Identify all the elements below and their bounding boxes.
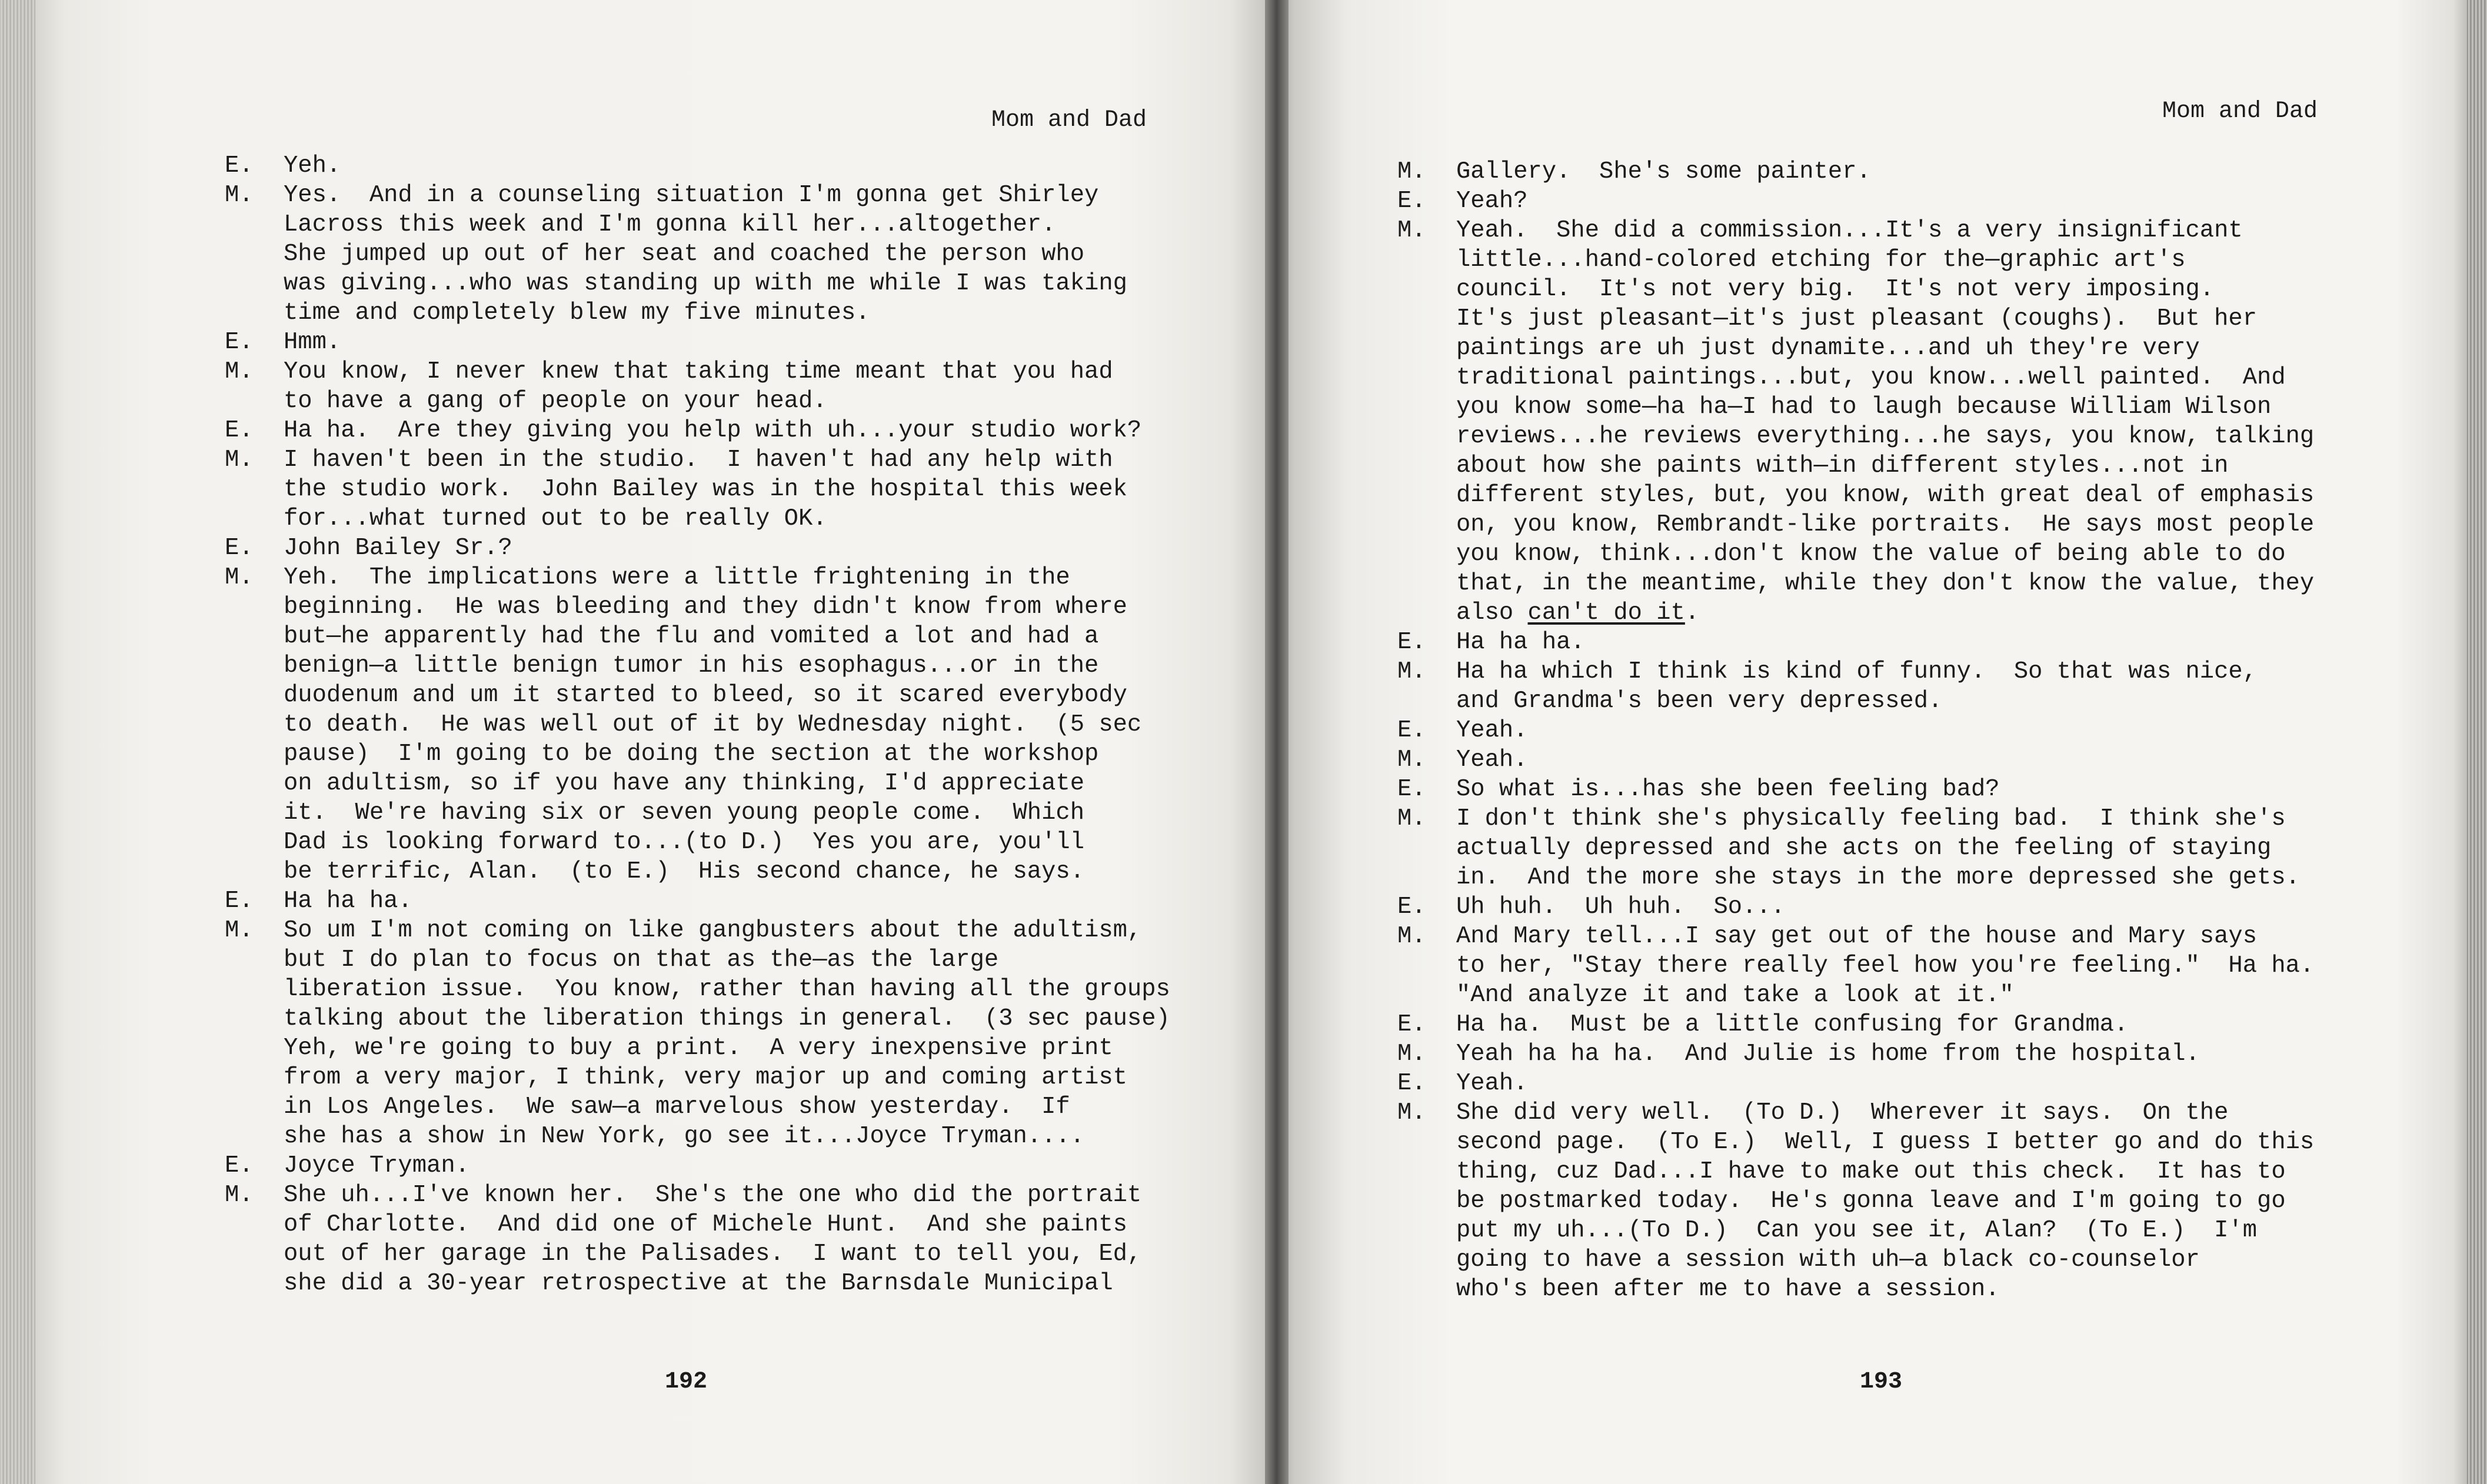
line-text: Ha ha which I think is kind of funny. So that was nice,: [1456, 658, 2258, 685]
speaker-label: M.: [1397, 217, 1426, 244]
speaker-label: M.: [225, 446, 254, 473]
line-text: Ha ha. Must be a little confusing for Grandma.: [1456, 1011, 2129, 1038]
speaker-label: M.: [225, 1182, 254, 1209]
line-text: but—he apparently had the flu and vomited a lot and had a: [284, 623, 1099, 650]
line-text: different styles, but, you know, with great deal of emphasis: [1456, 482, 2315, 509]
line-text: to have a gang of people on your head.: [284, 388, 827, 415]
line-text: She uh...I've known her. She's the one who did the portrait: [284, 1182, 1142, 1209]
line-text: Yeah. She did a commission...It's a very insignificant: [1456, 217, 2243, 244]
line-text: She jumped up out of her seat and coached the person who: [284, 241, 1085, 268]
line-text: in Los Angeles. We saw—a marvelous show yesterday. If: [284, 1093, 1070, 1120]
line-text: out of her garage in the Palisades. I want to tell you, Ed,: [284, 1240, 1142, 1268]
line-text: You know, I never knew that taking time meant that you had: [284, 358, 1113, 385]
speaker-label: E.: [1397, 776, 1426, 803]
line-text: she has a show in New York, go see it...Joyce Tryman....: [284, 1123, 1085, 1150]
line-text: Yeah.: [1456, 746, 1528, 773]
line-text: council. It's not very big. It's not very imposing.: [1456, 276, 2215, 303]
speaker-label: E.: [1397, 1070, 1426, 1097]
speaker-label: M.: [225, 564, 254, 591]
speaker-label: M.: [1397, 158, 1426, 185]
underlined-text: can't do it: [1527, 599, 1685, 626]
line-text: also can't do it.: [1456, 599, 1700, 626]
line-text: second page. (To E.) Well, I guess I better go and do this: [1456, 1129, 2315, 1156]
line-text: you know some—ha ha—I had to laugh because William Wilson: [1456, 393, 2272, 421]
running-header: Mom and Dad: [991, 107, 1147, 134]
line-text: the studio work. John Bailey was in the hospital this week: [284, 476, 1127, 503]
line-text: I haven't been in the studio. I haven't had any help with: [284, 446, 1113, 473]
line-text: for...what turned out to be really OK.: [284, 505, 827, 532]
line-text: in. And the more she stays in the more depressed she gets.: [1456, 864, 2300, 891]
line-text: be postmarked today. He's gonna leave and I'm going to go: [1456, 1188, 2286, 1215]
speaker-label: M.: [225, 182, 254, 209]
line-text: on adultism, so if you have any thinking, I'd appreciate: [284, 770, 1085, 797]
line-text: So um I'm not coming on like gangbusters about the adultism,: [284, 917, 1142, 944]
line-text: she did a 30-year retrospective at the Barnsdale Municipal: [284, 1270, 1113, 1297]
line-text: John Bailey Sr.?: [284, 535, 512, 562]
line-text: and Grandma's been very depressed.: [1456, 688, 1943, 715]
speaker-label: E.: [1397, 629, 1426, 656]
line-text: Ha ha ha.: [1456, 629, 1585, 656]
speaker-label: E.: [225, 152, 254, 179]
line-text: Gallery. She's some painter.: [1456, 158, 1871, 185]
line-text: reviews...he reviews everything...he says, you know, talking: [1456, 423, 2315, 450]
line-text: Lacross this week and I'm gonna kill her...altogether.: [284, 211, 1056, 238]
line-text: Dad is looking forward to...(to D.) Yes you are, you'll: [284, 829, 1085, 856]
line-text: put my uh...(To D.) Can you see it, Alan? (To E.) I'm: [1456, 1217, 2258, 1244]
speaker-label: E.: [1397, 893, 1426, 921]
speaker-label: M.: [1397, 923, 1426, 950]
line-text: that, in the meantime, while they don't know the value, they: [1456, 570, 2315, 597]
line-text: going to have a session with uh—a black co-counselor: [1456, 1246, 2200, 1273]
line-text: to her, "Stay there really feel how you're feeling." Ha ha.: [1456, 952, 2315, 979]
line-text: time and completely blew my five minutes.: [284, 299, 870, 326]
speaker-label: M.: [1397, 746, 1426, 773]
speaker-label: E.: [1397, 717, 1426, 744]
line-text: about how she paints with—in different styles...not in: [1456, 452, 2229, 479]
line-text: who's been after me to have a session.: [1456, 1276, 2000, 1303]
line-text: be terrific, Alan. (to E.) His second chance, he says.: [284, 858, 1085, 885]
line-text: liberation issue. You know, rather than having all the groups: [284, 976, 1170, 1003]
line-text: talking about the liberation things in general. (3 sec pause): [284, 1005, 1170, 1032]
line-text: Joyce Tryman.: [284, 1152, 470, 1179]
speaker-label: E.: [1397, 1011, 1426, 1038]
line-text: beginning. He was bleeding and they didn't know from where: [284, 593, 1127, 621]
line-text: I don't think she's physically feeling bad. I think she's: [1456, 805, 2286, 832]
line-text: Ha ha. Are they giving you help with uh...your studio work?: [284, 417, 1142, 444]
speaker-label: M.: [1397, 1041, 1426, 1068]
line-text: Uh huh. Uh huh. So...: [1456, 893, 1785, 921]
line-text: but I do plan to focus on that as the—as the large: [284, 946, 999, 973]
line-text: "And analyze it and take a look at it.": [1456, 982, 2014, 1009]
line-text: little...hand-colored etching for the—graphic art's: [1456, 246, 2186, 274]
line-text: And Mary tell...I say get out of the house and Mary says: [1456, 923, 2258, 950]
speaker-label: E.: [225, 329, 254, 356]
speaker-label: E.: [225, 535, 254, 562]
line-text: duodenum and um it started to bleed, so it scared everybody: [284, 682, 1127, 709]
speaker-label: M.: [1397, 805, 1426, 832]
line-text: actually depressed and she acts on the feeling of staying: [1456, 835, 2272, 862]
speaker-label: M.: [225, 358, 254, 385]
line-text: Yeah ha ha ha. And Julie is home from the hospital.: [1456, 1041, 2200, 1068]
page-number: 193: [1860, 1369, 1903, 1395]
line-text: you know, think...don't know the value of being able to do: [1456, 541, 2286, 568]
line-text: it. We're having six or seven young people come. Which: [284, 799, 1085, 826]
line-text: Ha ha ha.: [284, 888, 412, 915]
line-text: from a very major, I think, very major up and coming artist: [284, 1064, 1127, 1091]
speaker-label: M.: [225, 917, 254, 944]
line-text: paintings are uh just dynamite...and uh they're very: [1456, 335, 2200, 362]
line-text: on, you know, Rembrandt-like portraits. He says most people: [1456, 511, 2315, 538]
line-text: So what is...has she been feeling bad?: [1456, 776, 2000, 803]
speaker-label: E.: [225, 888, 254, 915]
right-page: [1277, 0, 2487, 1484]
line-text: Yeh. The implications were a little frightening in the: [284, 564, 1070, 591]
line-text: of Charlotte. And did one of Michele Hunt. And she paints: [284, 1211, 1127, 1238]
line-text: She did very well. (To D.) Wherever it says. On the: [1456, 1099, 2229, 1126]
page-number: 192: [665, 1369, 708, 1395]
speaker-label: E.: [1397, 188, 1426, 215]
line-text: benign—a little benign tumor in his esophagus...or in the: [284, 652, 1099, 679]
speaker-label: E.: [225, 417, 254, 444]
line-text: Yeah?: [1456, 188, 1528, 215]
line-text: thing, cuz Dad...I have to make out this check. It has to: [1456, 1158, 2286, 1185]
line-text: Yes. And in a counseling situation I'm gonna get Shirley: [284, 182, 1099, 209]
line-text: Yeah.: [1456, 1070, 1528, 1097]
running-header: Mom and Dad: [2162, 98, 2318, 125]
line-text: Yeah.: [1456, 717, 1528, 744]
line-text: Yeh.: [284, 152, 341, 179]
line-text: to death. He was well out of it by Wednesday night. (5 sec: [284, 711, 1142, 738]
page-edge-stack: [0, 0, 35, 1484]
speaker-label: E.: [225, 1152, 254, 1179]
book-gutter: [1265, 0, 1289, 1484]
line-text: traditional paintings...but, you know...well painted. And: [1456, 364, 2286, 391]
speaker-label: M.: [1397, 1099, 1426, 1126]
line-text: was giving...who was standing up with me while I was taking: [284, 270, 1127, 297]
line-text: Hmm.: [284, 329, 341, 356]
speaker-label: M.: [1397, 658, 1426, 685]
line-text: It's just pleasant—it's just pleasant (coughs). But her: [1456, 305, 2258, 332]
page-edge-stack: [2467, 0, 2487, 1484]
line-text: Yeh, we're going to buy a print. A very inexpensive print: [284, 1035, 1113, 1062]
line-text: pause) I'm going to be doing the section at the workshop: [284, 741, 1099, 768]
